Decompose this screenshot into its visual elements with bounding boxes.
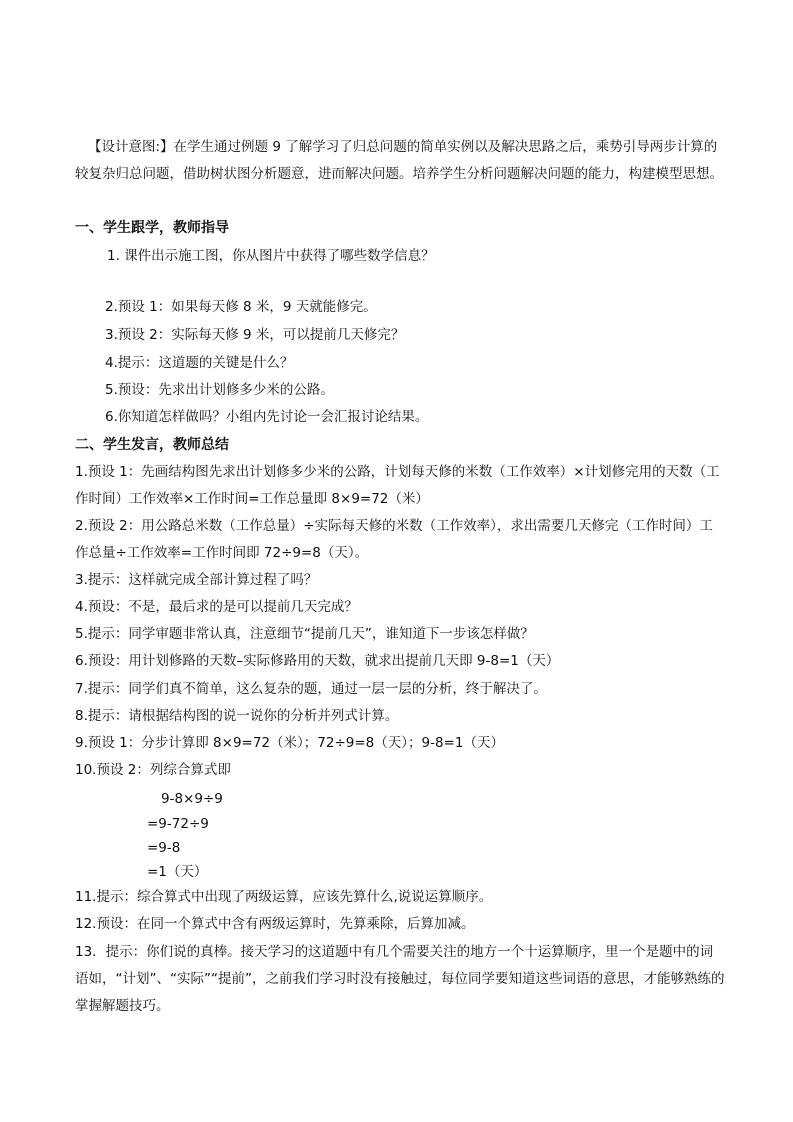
- s2-para-3: 3.提示：这样就完成全部计算过程了吗？: [75, 572, 318, 588]
- s2-para-11: 11.提示：综合算式中出现了两级运算，应该先算什么,说说运算顺序。: [75, 889, 493, 905]
- formula-line-1: 9-8×9÷9: [161, 791, 223, 807]
- s2-para-13: 13．提示：你们说的真棒。接天学习的这道题中有几个需要关注的地方一个十运算顺序，里一个是题中的词语如，“计划”、“实际”“提前”，之前我们学习时没有接触过，每位同学要知道这些词语的意思，才能够熟练的掌握解题技巧。: [75, 944, 725, 1014]
- s2-para-7: 7.提示：同学们真不简单，这么复杂的题，通过一层一层的分析，终于解决了。: [75, 681, 547, 697]
- s2-para-1: 1.预设 1：先画结构图先求出计划修多少米的公路，计划每天修的米数（工作效率）×计划修完用的天数（工作时间）工作效率×工作时间=工作总量即 8×9=72（米）: [75, 464, 720, 507]
- s2-para-4: 4.预设：不是，最后求的是可以提前几天完成？: [75, 599, 358, 615]
- s2-para-2: 2.预设 2：用公路总米数（工作总量）÷实际每天修的米数（工作效率），求出需要几天修完（工作时间）工作总量÷工作效率=工作时间即 72÷9=8（天）。: [75, 518, 713, 561]
- design-intent-paragraph: 【设计意图:】在学生通过例题 9 了解学习了归总问题的简单实例以及解决思路之后，乘势引导两步计算的较复杂归总问题，借助树状图分析题意，进而解决问题。培养学生分析问题解决问题的能力，构建模型思想。: [75, 139, 723, 182]
- formula-line-4: =1（天）: [147, 864, 208, 880]
- s1-item-3: 3.预设 2：实际每天修 9 米，可以提前几天修完？: [105, 327, 405, 343]
- section-1-heading: 一、学生跟学，教师指导: [75, 220, 229, 236]
- formula-line-2: =9-72÷9: [147, 816, 209, 832]
- formula-line-3: =9-8: [147, 840, 181, 856]
- s2-para-12: 12.预设：在同一个算式中含有两级运算时，先算乘除，后算加减。: [75, 916, 475, 932]
- s1-item-5: 5.预设：先求出计划修多少米的公路。: [105, 382, 334, 398]
- s2-para-6: 6.预设：用计划修路的天数–实际修路用的天数，就求出提前几天即 9-8=1（天）: [75, 653, 560, 669]
- s1-item-6: 6.你知道怎样做吗？小组内先讨论一会汇报讨论结果。: [105, 409, 429, 425]
- s2-para-8: 8.提示：请根据结构图的说一说你的分析并列式计算。: [75, 708, 399, 724]
- s2-para-5: 5.提示：同学审题非常认真，注意细节“提前几天”，谁知道下一步该怎样做？: [75, 626, 534, 642]
- s2-para-9: 9.预设 1：分步计算即 8×9=72（米）；72÷9=8（天）；9-8=1（天）: [75, 735, 504, 751]
- section-2-heading: 二、学生发言，教师总结: [75, 437, 229, 453]
- s1-item-2: 2.预设 1：如果每天修 8 米，9 天就能修完。: [105, 299, 377, 315]
- s1-item-4: 4.提示：这道题的关键是什么？: [105, 355, 294, 371]
- s2-para-10: 10.预设 2：列综合算式即: [75, 762, 231, 778]
- s1-item-1: 1. 课件出示施工图，你从图片中获得了哪些数学信息？: [107, 248, 435, 264]
